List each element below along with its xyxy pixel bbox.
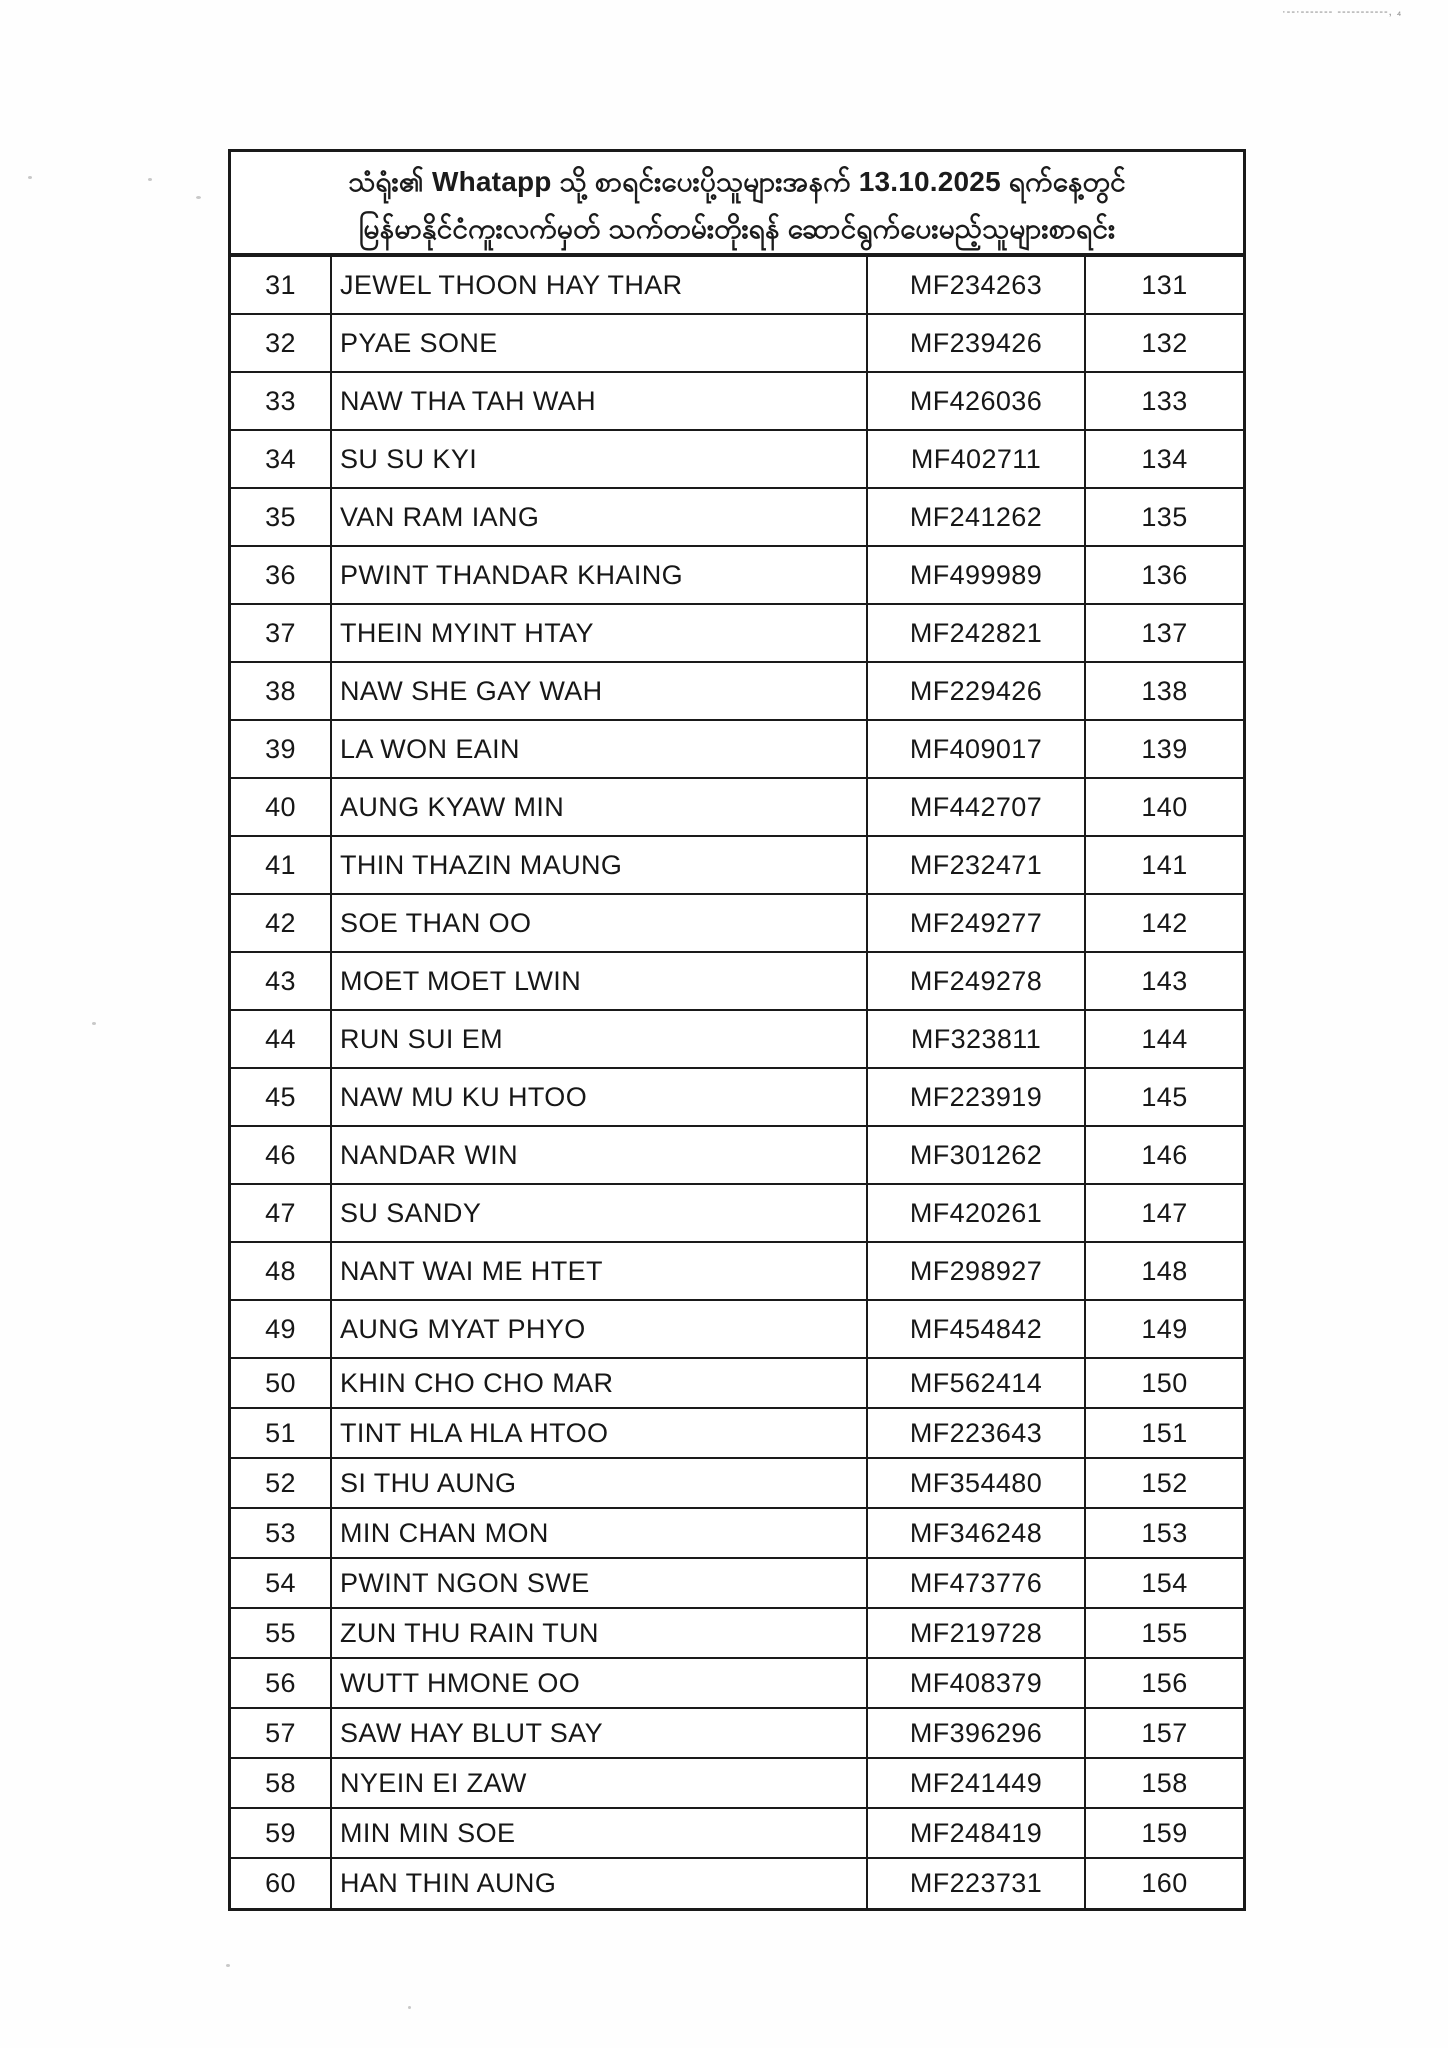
table-row (231, 488, 1243, 546)
name-cell: SI THU AUNG (331, 1458, 867, 1508)
passport-number-cell: MF219728 (867, 1608, 1085, 1658)
table-row (231, 1608, 1243, 1658)
name-cell: PWINT NGON SWE (331, 1558, 867, 1608)
table-row (231, 720, 1243, 778)
serial-number-cell: 141 (1085, 836, 1243, 894)
name-cell: MIN CHAN MON (331, 1508, 867, 1558)
serial-number-cell: 149 (1085, 1300, 1243, 1358)
row-number-cell: 51 (231, 1408, 331, 1458)
name-cell: TINT HLA HLA HTOO (331, 1408, 867, 1458)
serial-number-cell: 153 (1085, 1508, 1243, 1558)
table-row (231, 836, 1243, 894)
scan-speck (196, 196, 201, 199)
table-row (231, 1758, 1243, 1808)
serial-number-cell: 132 (1085, 314, 1243, 372)
serial-number-cell: 148 (1085, 1242, 1243, 1300)
passport-number-cell: MF346248 (867, 1508, 1085, 1558)
passport-number-cell: MF249277 (867, 894, 1085, 952)
name-cell: NANDAR WIN (331, 1126, 867, 1184)
row-number-cell: 59 (231, 1808, 331, 1858)
title-line-1: သံရုံး၏ Whatapp သို့ စာရင်းပေးပို့သူများအနက် 13.10.2025 ရက်နေ့တွင် (348, 166, 1126, 197)
row-number-cell: 39 (231, 720, 331, 778)
serial-number-cell: 154 (1085, 1558, 1243, 1608)
row-number-cell: 43 (231, 952, 331, 1010)
roster-table (231, 255, 1243, 1908)
row-number-cell: 49 (231, 1300, 331, 1358)
passport-number-cell: MF408379 (867, 1658, 1085, 1708)
table-row (231, 546, 1243, 604)
row-number-cell: 33 (231, 372, 331, 430)
serial-number-cell: 140 (1085, 778, 1243, 836)
name-cell: VAN RAM IANG (331, 488, 867, 546)
passport-number-cell: MF473776 (867, 1558, 1085, 1608)
table-row (231, 1242, 1243, 1300)
row-number-cell: 42 (231, 894, 331, 952)
row-number-cell: 54 (231, 1558, 331, 1608)
passport-number-cell: MF223643 (867, 1408, 1085, 1458)
passport-number-cell: MF223731 (867, 1858, 1085, 1908)
table-row (231, 604, 1243, 662)
name-cell: WUTT HMONE OO (331, 1658, 867, 1708)
table-row (231, 662, 1243, 720)
row-number-cell: 44 (231, 1010, 331, 1068)
passport-number-cell: MF239426 (867, 314, 1085, 372)
row-number-cell: 37 (231, 604, 331, 662)
name-cell: AUNG MYAT PHYO (331, 1300, 867, 1358)
passport-number-cell: MF234263 (867, 256, 1085, 314)
name-cell: ZUN THU RAIN TUN (331, 1608, 867, 1658)
passport-number-cell: MF442707 (867, 778, 1085, 836)
passport-number-cell: MF396296 (867, 1708, 1085, 1758)
table-row (231, 1184, 1243, 1242)
serial-number-cell: 155 (1085, 1608, 1243, 1658)
serial-number-cell: 134 (1085, 430, 1243, 488)
row-number-cell: 41 (231, 836, 331, 894)
row-number-cell: 45 (231, 1068, 331, 1126)
name-cell: SU SANDY (331, 1184, 867, 1242)
serial-number-cell: 158 (1085, 1758, 1243, 1808)
table-row (231, 1558, 1243, 1608)
row-number-cell: 52 (231, 1458, 331, 1508)
serial-number-cell: 152 (1085, 1458, 1243, 1508)
scan-speck (28, 176, 32, 179)
serial-number-cell: 139 (1085, 720, 1243, 778)
row-number-cell: 36 (231, 546, 331, 604)
table-row (231, 778, 1243, 836)
row-number-cell: 34 (231, 430, 331, 488)
passport-number-cell: MF454842 (867, 1300, 1085, 1358)
serial-number-cell: 145 (1085, 1068, 1243, 1126)
scan-speck (408, 2006, 411, 2009)
passport-number-cell: MF248419 (867, 1808, 1085, 1858)
row-number-cell: 38 (231, 662, 331, 720)
scan-artifact-dashes: ·--·------- -----------, ₄ (1282, 6, 1403, 18)
table-row (231, 430, 1243, 488)
table-row (231, 1658, 1243, 1708)
roster-body (231, 256, 1243, 1908)
name-cell: MIN MIN SOE (331, 1808, 867, 1858)
name-cell: MOET MOET LWIN (331, 952, 867, 1010)
passport-number-cell: MF249278 (867, 952, 1085, 1010)
passport-number-cell: MF223919 (867, 1068, 1085, 1126)
name-cell: THIN THAZIN MAUNG (331, 836, 867, 894)
table-row (231, 1300, 1243, 1358)
name-cell: LA WON EAIN (331, 720, 867, 778)
name-cell: SU SU KYI (331, 430, 867, 488)
row-number-cell: 35 (231, 488, 331, 546)
scan-speck (148, 178, 152, 181)
name-cell: PWINT THANDAR KHAING (331, 546, 867, 604)
serial-number-cell: 160 (1085, 1858, 1243, 1908)
row-number-cell: 53 (231, 1508, 331, 1558)
passport-number-cell: MF241449 (867, 1758, 1085, 1808)
name-cell: NAW MU KU HTOO (331, 1068, 867, 1126)
passport-number-cell: MF499989 (867, 546, 1085, 604)
row-number-cell: 55 (231, 1608, 331, 1658)
passport-number-cell: MF229426 (867, 662, 1085, 720)
table-row (231, 894, 1243, 952)
scan-speck (226, 1964, 230, 1967)
table-row (231, 1408, 1243, 1458)
serial-number-cell: 133 (1085, 372, 1243, 430)
passport-number-cell: MF354480 (867, 1458, 1085, 1508)
table-row (231, 1858, 1243, 1908)
table-row (231, 1068, 1243, 1126)
row-number-cell: 46 (231, 1126, 331, 1184)
serial-number-cell: 151 (1085, 1408, 1243, 1458)
table-row (231, 1126, 1243, 1184)
passport-number-cell: MF301262 (867, 1126, 1085, 1184)
name-cell: SAW HAY BLUT SAY (331, 1708, 867, 1758)
serial-number-cell: 138 (1085, 662, 1243, 720)
name-cell: HAN THIN AUNG (331, 1858, 867, 1908)
passport-number-cell: MF402711 (867, 430, 1085, 488)
scan-speck (92, 1022, 96, 1025)
serial-number-cell: 135 (1085, 488, 1243, 546)
serial-number-cell: 131 (1085, 256, 1243, 314)
passport-number-cell: MF232471 (867, 836, 1085, 894)
name-cell: NAW SHE GAY WAH (331, 662, 867, 720)
table-title-block (231, 152, 1243, 255)
serial-number-cell: 159 (1085, 1808, 1243, 1858)
name-cell: JEWEL THOON HAY THAR (331, 256, 867, 314)
name-cell: PYAE SONE (331, 314, 867, 372)
row-number-cell: 40 (231, 778, 331, 836)
serial-number-cell: 137 (1085, 604, 1243, 662)
row-number-cell: 47 (231, 1184, 331, 1242)
table-row (231, 314, 1243, 372)
serial-number-cell: 136 (1085, 546, 1243, 604)
table-row (231, 1358, 1243, 1408)
name-cell: THEIN MYINT HTAY (331, 604, 867, 662)
table-row (231, 1010, 1243, 1068)
name-cell: KHIN CHO CHO MAR (331, 1358, 867, 1408)
passport-number-cell: MF298927 (867, 1242, 1085, 1300)
passport-number-cell: MF562414 (867, 1358, 1085, 1408)
row-number-cell: 31 (231, 256, 331, 314)
serial-number-cell: 156 (1085, 1658, 1243, 1708)
row-number-cell: 57 (231, 1708, 331, 1758)
table-row (231, 372, 1243, 430)
table-row (231, 952, 1243, 1010)
passport-number-cell: MF242821 (867, 604, 1085, 662)
serial-number-cell: 147 (1085, 1184, 1243, 1242)
row-number-cell: 32 (231, 314, 331, 372)
passport-renewal-list-table (228, 149, 1246, 1911)
name-cell: SOE THAN OO (331, 894, 867, 952)
table-row (231, 1808, 1243, 1858)
name-cell: NYEIN EI ZAW (331, 1758, 867, 1808)
passport-number-cell: MF426036 (867, 372, 1085, 430)
table-row (231, 256, 1243, 314)
serial-number-cell: 146 (1085, 1126, 1243, 1184)
name-cell: NANT WAI ME HTET (331, 1242, 867, 1300)
name-cell: RUN SUI EM (331, 1010, 867, 1068)
row-number-cell: 56 (231, 1658, 331, 1708)
table-row (231, 1708, 1243, 1758)
table-row (231, 1508, 1243, 1558)
table-row (231, 1458, 1243, 1508)
row-number-cell: 50 (231, 1358, 331, 1408)
row-number-cell: 60 (231, 1858, 331, 1908)
name-cell: NAW THA TAH WAH (331, 372, 867, 430)
name-cell: AUNG KYAW MIN (331, 778, 867, 836)
serial-number-cell: 157 (1085, 1708, 1243, 1758)
passport-number-cell: MF323811 (867, 1010, 1085, 1068)
passport-number-cell: MF241262 (867, 488, 1085, 546)
serial-number-cell: 142 (1085, 894, 1243, 952)
serial-number-cell: 150 (1085, 1358, 1243, 1408)
row-number-cell: 48 (231, 1242, 331, 1300)
row-number-cell: 58 (231, 1758, 331, 1808)
passport-number-cell: MF420261 (867, 1184, 1085, 1242)
passport-number-cell: MF409017 (867, 720, 1085, 778)
title-line-2: မြန်မာနိုင်ငံကူးလက်မှတ် သက်တမ်းတိုးရန် ဆောင်ရွက်ပေးမည့်သူများစာရင်း (358, 213, 1116, 244)
serial-number-cell: 143 (1085, 952, 1243, 1010)
serial-number-cell: 144 (1085, 1010, 1243, 1068)
